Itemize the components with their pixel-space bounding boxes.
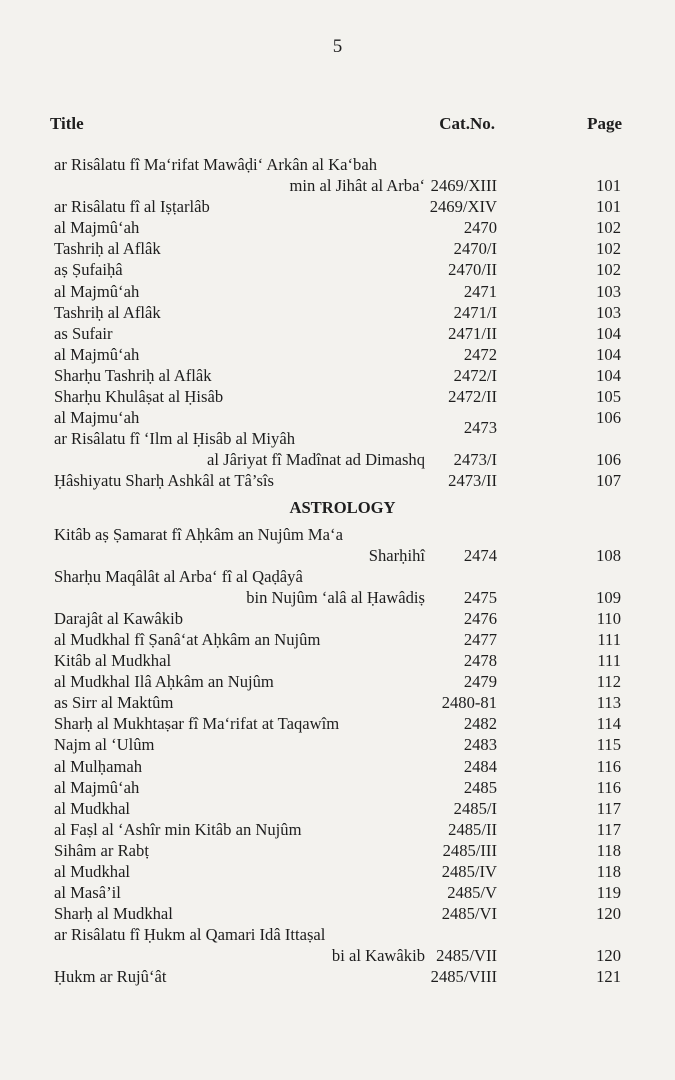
entry-cat-no: 2485/VI <box>441 904 497 924</box>
entry-title: Darajât al Kawâkib <box>54 608 183 628</box>
catalogue-entry-row <box>0 608 675 629</box>
catalogue-entry-row <box>0 365 675 386</box>
catalogue-entry-row <box>0 861 675 882</box>
entry-page: 118 <box>596 862 621 881</box>
catalogue-entry-row <box>0 470 675 491</box>
entry-page: 111 <box>597 651 621 671</box>
catalogue-entry-row <box>0 819 675 840</box>
entry-cat-no: 2469/XIII <box>430 176 497 196</box>
catalogue-entry-row <box>0 777 675 798</box>
entry-title: aṣ Ṣufaiḥâ <box>54 260 123 280</box>
entry-page: 106 <box>596 450 621 470</box>
entry-title-continuation: bin Nujûm ‘alâ al Ḥawâdiṣ <box>246 587 425 607</box>
catalogue-entry-row <box>0 692 675 713</box>
entry-title: ar Risâlatu fî al Iṣṭarlâb <box>54 197 210 217</box>
catalogue-entry-row <box>0 587 675 608</box>
catalogue-entry-row <box>0 734 675 755</box>
catalogue-entry-row <box>0 903 675 924</box>
entry-page: 112 <box>596 672 621 692</box>
entry-cat-no: 2485/VIII <box>430 967 497 987</box>
entry-title-continuation: Sharḥihî <box>368 545 425 565</box>
catalogue-entry-row <box>0 344 675 365</box>
catalogue-entry-row <box>0 924 675 945</box>
entry-page: 117 <box>596 819 621 839</box>
entry-cat-no: 2475 <box>463 587 497 607</box>
entry-page: 120 <box>596 904 621 924</box>
section-heading: ASTROLOGY <box>289 497 396 517</box>
entry-cat-no: 2485/IV <box>441 862 497 881</box>
catalogue-entry-row <box>0 449 675 470</box>
entry-title: al Mudkhal <box>54 862 131 881</box>
entry-page: 115 <box>596 735 621 755</box>
entry-page: 116 <box>596 756 621 776</box>
entry-page: 114 <box>596 714 621 734</box>
entry-page: 113 <box>596 693 621 713</box>
entry-cat-no: 2472/II <box>448 387 497 407</box>
catalogue-entry-row <box>0 650 675 671</box>
column-headers <box>0 114 675 136</box>
catalogue-entry-row <box>0 524 675 545</box>
entry-title: Sharḥ al Mukhtaṣar fî Ma‘rifat at Taqawîm <box>54 714 340 734</box>
entry-title: al Masâ’il <box>54 883 121 903</box>
entry-title: al Majmu‘ah <box>54 408 140 428</box>
entry-title: as Sirr al Maktûm <box>54 693 174 713</box>
entry-page: 101 <box>596 197 621 217</box>
entry-title: Ḥukm ar Rujû‘ât <box>54 967 167 987</box>
entry-page: 101 <box>596 176 621 196</box>
entry-cat-no: 2485/I <box>453 798 497 818</box>
catalogue-entry-row <box>0 196 675 217</box>
catalogue-entry-row <box>0 840 675 861</box>
entry-title: al Majmû‘ah <box>54 344 140 364</box>
entry-cat-no: 2474 <box>463 545 497 565</box>
entry-page: 121 <box>596 967 621 987</box>
catalogue-entry-row <box>0 259 675 280</box>
entry-cat-no: 2485 <box>463 777 497 797</box>
catalogue-listing <box>0 154 675 988</box>
entry-page: 111 <box>597 629 621 649</box>
entry-cat-no: 2470/I <box>453 239 497 259</box>
entry-cat-no: 2473 <box>463 418 497 438</box>
entry-page: 105 <box>596 387 621 407</box>
entry-title: al Mulḥamah <box>54 756 143 776</box>
catalogue-entry-row <box>0 238 675 259</box>
entry-cat-no: 2476 <box>463 608 497 628</box>
entry-title: al Mudkhal <box>54 798 131 818</box>
catalogue-entry-row <box>0 428 675 449</box>
entry-page: 103 <box>596 302 621 322</box>
entry-cat-no: 2473/I <box>453 450 497 470</box>
entry-cat-no: 2479 <box>463 672 497 692</box>
entry-cat-no: 2485/II <box>448 819 497 839</box>
entry-page: 102 <box>596 218 621 238</box>
entry-cat-no: 2482 <box>463 714 497 734</box>
entry-title: Kitâb aṣ Ṣamarat fî Aḥkâm an Nujûm Ma‘a <box>54 524 343 544</box>
entry-cat-no: 2472 <box>463 344 497 364</box>
entry-cat-no: 2485/V <box>447 883 497 903</box>
entry-page: 103 <box>596 281 621 301</box>
entry-title-continuation: al Jâriyat fî Madînat ad Dimashq <box>207 450 425 470</box>
entry-title-continuation: bi al Kawâkib <box>331 946 425 966</box>
entry-title: Sharḥu Maqâlât al Arba‘ fî al Qaḍâyâ <box>54 566 303 586</box>
catalogue-entry-row <box>0 175 675 196</box>
catalogue-entry-row <box>0 756 675 777</box>
catalogue-entry-row <box>0 154 675 175</box>
entry-title: Kitâb al Mudkhal <box>54 651 172 671</box>
entry-title: Sharḥ al Mudkhal <box>54 904 173 924</box>
entry-page: 102 <box>596 260 621 280</box>
entry-title: al Majmû‘ah <box>54 281 140 301</box>
entry-cat-no: 2478 <box>463 651 497 671</box>
entry-title: Ḥâshiyatu Sharḥ Ashkâl at Tâ’sîs <box>54 471 274 491</box>
catalogue-entry-row <box>0 798 675 819</box>
entry-title: al Mudkhal Ilâ Aḥkâm an Nujûm <box>54 672 274 692</box>
entry-cat-no: 2483 <box>463 735 497 755</box>
catalogue-entry-row <box>0 407 675 438</box>
entry-page: 102 <box>596 239 621 259</box>
title-column-header: Title <box>50 114 84 133</box>
entry-page: 106 <box>596 408 621 428</box>
catalogue-entry-row <box>0 945 675 966</box>
entry-title: Sihâm ar Rabṭ <box>54 840 149 860</box>
entry-title: al Faṣl al ‘Ashîr min Kitâb an Nujûm <box>54 819 302 839</box>
catalogue-entry-row <box>0 386 675 407</box>
catalogue-entry-row <box>0 713 675 734</box>
entry-page: 108 <box>596 545 621 565</box>
entry-page: 116 <box>596 777 621 797</box>
entry-page: 104 <box>596 323 621 343</box>
catalogue-entry-row <box>0 281 675 302</box>
entry-cat-no: 2470/II <box>448 260 497 280</box>
entry-cat-no: 2471 <box>463 281 497 301</box>
entry-page: 104 <box>596 365 621 385</box>
catalogue-entry-row <box>0 545 675 566</box>
entry-title-continuation: min al Jihât al Arba‘ <box>289 176 425 196</box>
cat-no-column-header: Cat.No. <box>439 114 495 133</box>
entry-cat-no: 2472/I <box>453 365 497 385</box>
entry-title: as Sufair <box>54 323 113 343</box>
entry-title: al Mudkhal fî Ṣanâ‘at Aḥkâm an Nujûm <box>54 629 321 649</box>
catalogue-entry-row <box>0 566 675 587</box>
catalogue-entry-row <box>0 302 675 323</box>
entry-cat-no: 2471/II <box>448 323 497 343</box>
catalogue-entry-row <box>0 966 675 987</box>
entry-page: 117 <box>596 798 621 818</box>
entry-cat-no: 2469/XIV <box>429 197 497 217</box>
entry-page: 104 <box>596 344 621 364</box>
entry-cat-no: 2485/III <box>442 840 497 860</box>
entry-page: 118 <box>596 840 621 860</box>
entry-page: 110 <box>596 608 621 628</box>
entry-page: 119 <box>596 883 621 903</box>
page-column-header: Page <box>587 114 622 133</box>
entry-title: Sharḥu Tashriḥ al Aflâk <box>54 365 212 385</box>
catalogue-entry-row <box>0 671 675 692</box>
entry-page: 109 <box>596 587 621 607</box>
entry-cat-no: 2470 <box>463 218 497 238</box>
entry-title: Tashriḥ al Aflâk <box>54 239 161 259</box>
entry-cat-no: 2485/VII <box>436 946 497 966</box>
entry-cat-no: 2473/II <box>448 471 497 491</box>
entry-cat-no: 2480-81 <box>441 693 497 713</box>
entry-title: Sharḥu Khulâṣat al Ḥisâb <box>54 387 224 407</box>
entry-cat-no: 2471/I <box>453 302 497 322</box>
entry-cat-no: 2477 <box>463 629 497 649</box>
catalogue-entry-row <box>0 629 675 650</box>
entry-title: Najm al ‘Ulûm <box>54 735 155 755</box>
catalogue-entry-row <box>0 882 675 903</box>
entry-title: ar Risâlatu fî Ḥukm al Qamari Idâ Ittaṣal <box>54 925 326 945</box>
entry-title: ar Risâlatu fî Ma‘rifat Mawâḍi‘ Arkân al Ka‘bah <box>54 155 377 174</box>
entry-title: al Majmû‘ah <box>54 218 140 238</box>
entry-page: 107 <box>596 471 621 491</box>
entry-title: ar Risâlatu fî ‘Ilm al Ḥisâb al Miyâh <box>54 429 296 449</box>
entry-title: al Majmû‘ah <box>54 777 140 797</box>
entry-cat-no: 2484 <box>463 756 497 776</box>
catalogue-entry-row <box>0 217 675 238</box>
page-number: 5 <box>332 36 343 57</box>
catalogue-entry-row <box>0 323 675 344</box>
entry-title: Tashriḥ al Aflâk <box>54 302 161 322</box>
entry-page: 120 <box>596 946 621 966</box>
